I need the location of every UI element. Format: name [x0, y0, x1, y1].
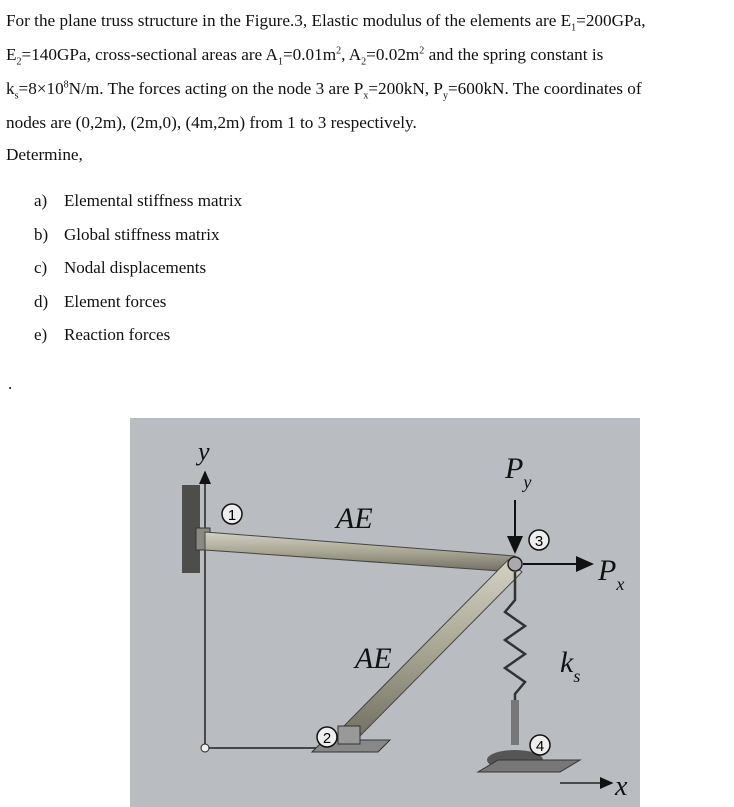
- spring-rod: [511, 700, 519, 745]
- origin-marker: [201, 744, 209, 752]
- element-2-label: AE: [355, 642, 392, 675]
- x-axis-label: x: [615, 771, 628, 802]
- element-1-label: AE: [336, 502, 373, 535]
- list-item: [34, 225, 242, 259]
- bullet-dot: .: [8, 374, 13, 393]
- svg-text:4: 4: [535, 738, 545, 755]
- node-2-pin: [338, 726, 360, 744]
- list-label: e): [34, 325, 48, 344]
- list-text: Nodal displacements: [64, 258, 207, 277]
- list-item: [34, 258, 242, 292]
- truss-figure: [130, 418, 640, 807]
- list-label: a): [34, 191, 48, 210]
- list-item: [34, 191, 242, 225]
- list-text: Reaction forces: [64, 325, 171, 344]
- spring-label: $k_s$: [560, 646, 581, 686]
- node-3-pin: [508, 557, 522, 571]
- list-text: Element forces: [64, 291, 167, 311]
- node-1-label: [222, 504, 242, 524]
- node-2-label: [317, 727, 337, 747]
- list-item: [34, 292, 242, 326]
- node-4-label: [530, 735, 550, 755]
- problem-statement: [6, 4, 734, 140]
- y-axis-label: y: [198, 437, 210, 466]
- list-label: d): [34, 291, 49, 311]
- list-text: Global stiffness matrix: [64, 224, 220, 244]
- list-text: Elemental stiffness matrix: [64, 191, 243, 210]
- list-item: [34, 325, 242, 359]
- list-label: c): [34, 258, 48, 277]
- force-x-label: $P_x$: [598, 554, 625, 594]
- svg-text:3: 3: [534, 533, 544, 550]
- determine-heading: Determine,: [6, 145, 83, 164]
- node-3-label: [529, 530, 549, 550]
- problem-line-3: $k_s=8\times 10^8N/m$. The forces acting on the node 3 are $P_x=200kN$, $P_y=600kN$. The coordinates of: [6, 79, 642, 102]
- force-y-label: $P_y$: [505, 452, 532, 492]
- problem-line-2: $E_2=140GPa$, cross-sectional areas are $A_1=0.01m^2$, $A_2=0.02m^2$ and the spring constant is: [6, 45, 604, 68]
- problem-line-4: nodes are (0,2m), (2m,0), (4m,2m) from 1 to 3 respectively.: [6, 113, 417, 132]
- task-list: [34, 191, 242, 359]
- problem-line-1: For the plane truss structure in the Figure.3, Elastic modulus of the elements are $E_1=200GPa$,: [6, 11, 646, 34]
- list-label: b): [34, 224, 49, 244]
- svg-text:2: 2: [322, 730, 332, 747]
- svg-text:1: 1: [227, 507, 237, 524]
